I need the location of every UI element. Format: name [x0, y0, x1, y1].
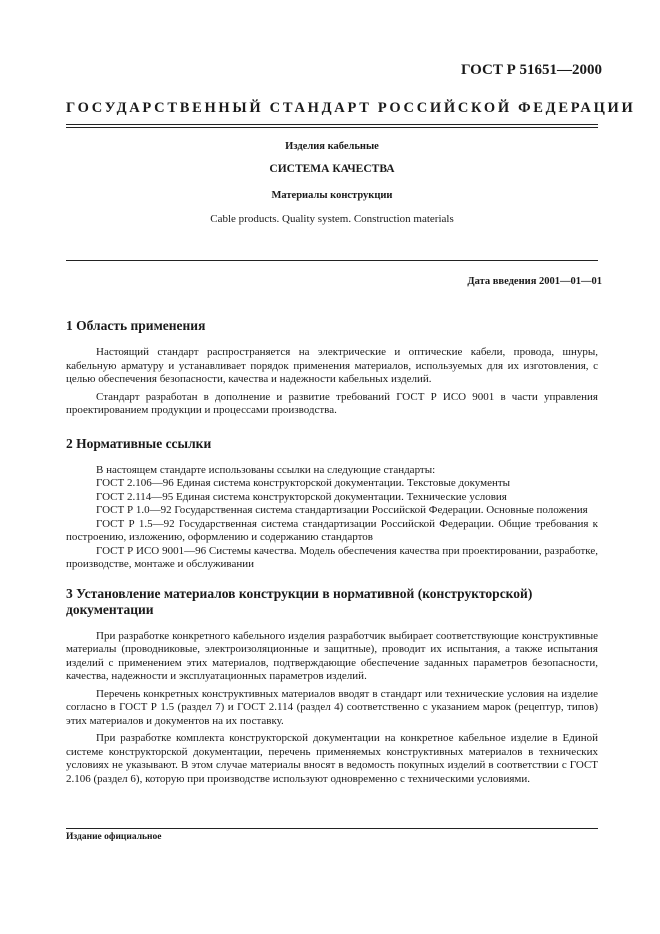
section-1-paragraph: Настоящий стандарт распространяется на электрические и оптические кабели, провода, шнуры, кабельную арматуру и устанавливает порядок применения материалов, используемых для их изготовления, с целью обеспечения безопасности, качества и надежности кабельных изделий. — [66, 346, 598, 385]
document-body — [66, 318, 598, 790]
section-3-heading: 3 Установление материалов конструкции в нормативной (конструкторской) документации — [66, 585, 533, 617]
title-line-1: Изделия кабельные — [285, 141, 379, 152]
reference-item: ГОСТ 2.114—95 Единая система конструкторской документации. Технические условия — [96, 490, 507, 503]
footer-rule — [66, 828, 598, 829]
section-1-paragraph: Стандарт разработан в дополнение и развитие требований ГОСТ Р ИСО 9001 в части управления проектированием продукции и процессами производства. — [66, 390, 598, 416]
reference-item: ГОСТ Р ИСО 9001—96 Системы качества. Модель обеспечения качества при проектировании, разработке, производстве, монтаже и обслуживании — [66, 544, 598, 570]
section-1-heading: 1 Область применения — [66, 318, 206, 333]
reference-item: ГОСТ 2.106—96 Единая система конструкторской документации. Текстовые документы — [96, 477, 511, 489]
introduction-date: Дата введения 2001—01—01 — [467, 276, 602, 287]
title-line-2: СИСТЕМА КАЧЕСТВА — [269, 163, 395, 175]
title-rule — [66, 260, 598, 261]
reference-item: ГОСТ Р 1.0—92 Государственная система стандартизации Российской Федерации. Основные положения — [96, 504, 588, 516]
title-line-3: Материалы конструкции — [271, 190, 393, 201]
state-standard-title: ГОСУДАРСТВЕННЫЙ СТАНДАРТ РОССИЙСКОЙ ФЕДЕРАЦИИ — [66, 100, 636, 116]
standard-code: ГОСТ Р 51651—2000 — [460, 62, 602, 78]
header-double-rule — [66, 124, 598, 128]
title-english: Cable products. Quality system. Construction materials — [210, 213, 454, 225]
reference-item: ГОСТ Р 1.5—92 Государственная система стандартизации Российской Федерации. Общие требования к построению, изложению, оформлению и содержанию стандартов — [66, 517, 598, 543]
section-3-paragraph: При разработке комплекта конструкторской документации на конкретное кабельное изделие в Единой системе конструкторской документации, перечень применяемых конструктивных материалов в технических условиях не указывают. В этом случае материалы вносят в ведомость покупных изделий в соответствии с ГОСТ 2.106 (раздел 6), которую при производстве используют одновременно с техническими условиями. — [66, 732, 598, 785]
section-3-paragraph: Перечень конкретных конструктивных материалов вводят в стандарт или технические условия на изделие согласно в ГОСТ Р 1.5 (раздел 7) и ГОСТ 2.114 (раздел 4) соответственно с указанием марок (рецептур, типов) этих материалов и документов на их поставку. — [66, 687, 598, 727]
section-2-intro: В настоящем стандарте использованы ссылки на следующие стандарты: — [96, 463, 436, 476]
section-2-heading: 2 Нормативные ссылки — [66, 435, 212, 451]
section-3-paragraph: При разработке конкретного кабельного изделия разработчик выбирает соответствующие конструктивные материалы (проводниковые, электроизоляционные и защитные), проводит их испытания, а также испытания изделий с применением этих материалов, подтверждающие обеспечение заданных параметров безопасности, качества, надежности и эксплуатационных параметров изделий. — [66, 629, 598, 682]
official-edition-note: Издание официальное — [66, 832, 162, 842]
